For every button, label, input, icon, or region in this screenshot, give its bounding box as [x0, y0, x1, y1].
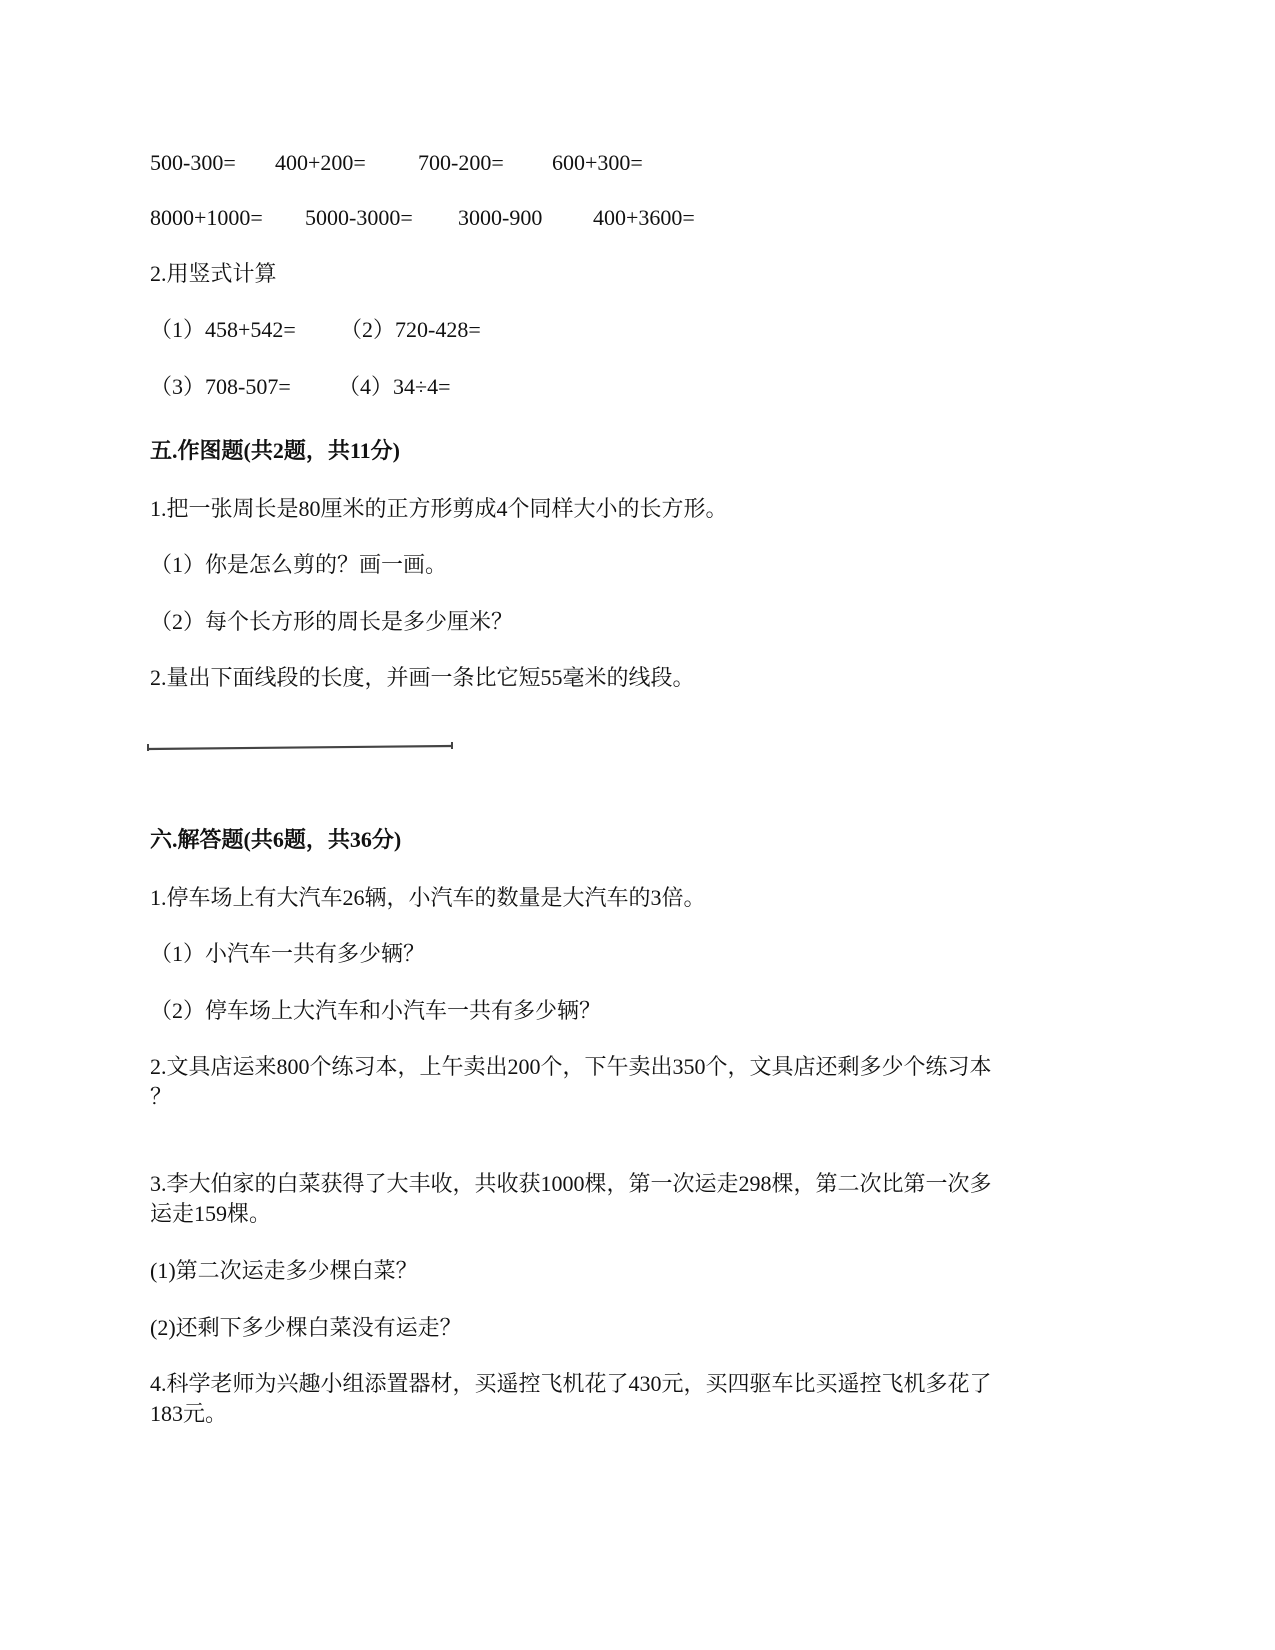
section-6-question-4-line-2: 183元。: [150, 1401, 228, 1426]
section-5-heading: 五.作图题(共2题，共11分): [150, 438, 400, 463]
vertical-calc-title: 2.用竖式计算: [150, 261, 277, 286]
vertical-calc-item: （2）720-428=: [340, 317, 481, 342]
section-6-question-4-line-1: 4.科学老师为兴趣小组添置器材，买遥控飞机花了430元，买四驱车比买遥控飞机多花了: [150, 1371, 992, 1396]
section-6-question-3-line-2: 运走159棵。: [150, 1201, 272, 1226]
oral-calc-item: 5000-3000=: [305, 205, 413, 230]
vertical-calc-item: （4）34÷4=: [338, 374, 451, 399]
section-6-question-3-line-1: 3.李大伯家的白菜获得了大丰收，共收获1000棵，第一次运走298棵，第二次比第一次多: [150, 1171, 992, 1196]
section-5-question-2: 2.量出下面线段的长度，并画一条比它短55毫米的线段。: [150, 665, 695, 690]
oral-calc-item: 3000-900: [458, 205, 543, 230]
section-6-question-2-line-2: ？: [150, 1084, 173, 1109]
section-5-question-1-sub-1: （1）你是怎么剪的？画一画。: [150, 552, 448, 577]
oral-calc-item: 600+300=: [552, 150, 643, 175]
vertical-calc-item: （1）458+542=: [150, 317, 296, 342]
section-6-heading: 六.解答题(共6题，共36分): [150, 827, 402, 852]
oral-calc-item: 400+3600=: [593, 205, 695, 230]
section-6-question-1-sub-1: （1）小汽车一共有多少辆？: [150, 941, 426, 966]
vertical-calc-item: （3）708-507=: [150, 374, 291, 399]
measure-line-segment: [146, 740, 458, 754]
oral-calc-item: 400+200=: [275, 150, 366, 175]
section-6-question-3-sub-1: (1)第二次运走多少棵白菜？: [150, 1258, 418, 1283]
section-6-question-1: 1.停车场上有大汽车26辆，小汽车的数量是大汽车的3倍。: [150, 885, 706, 910]
oral-calc-item: 700-200=: [418, 150, 504, 175]
oral-calc-item: 8000+1000=: [150, 205, 263, 230]
section-6-question-1-sub-2: （2）停车场上大汽车和小汽车一共有多少辆？: [150, 998, 602, 1023]
section-5-question-1: 1.把一张周长是80厘米的正方形剪成4个同样大小的长方形。: [150, 496, 728, 521]
section-5-question-1-sub-2: （2）每个长方形的周长是多少厘米？: [150, 609, 514, 634]
oral-calc-item: 500-300=: [150, 150, 236, 175]
section-6-question-2-line-1: 2.文具店运来800个练习本，上午卖出200个，下午卖出350个，文具店还剩多少个练习本: [150, 1054, 992, 1079]
section-6-question-3-sub-2: (2)还剩下多少棵白菜没有运走？: [150, 1315, 462, 1340]
